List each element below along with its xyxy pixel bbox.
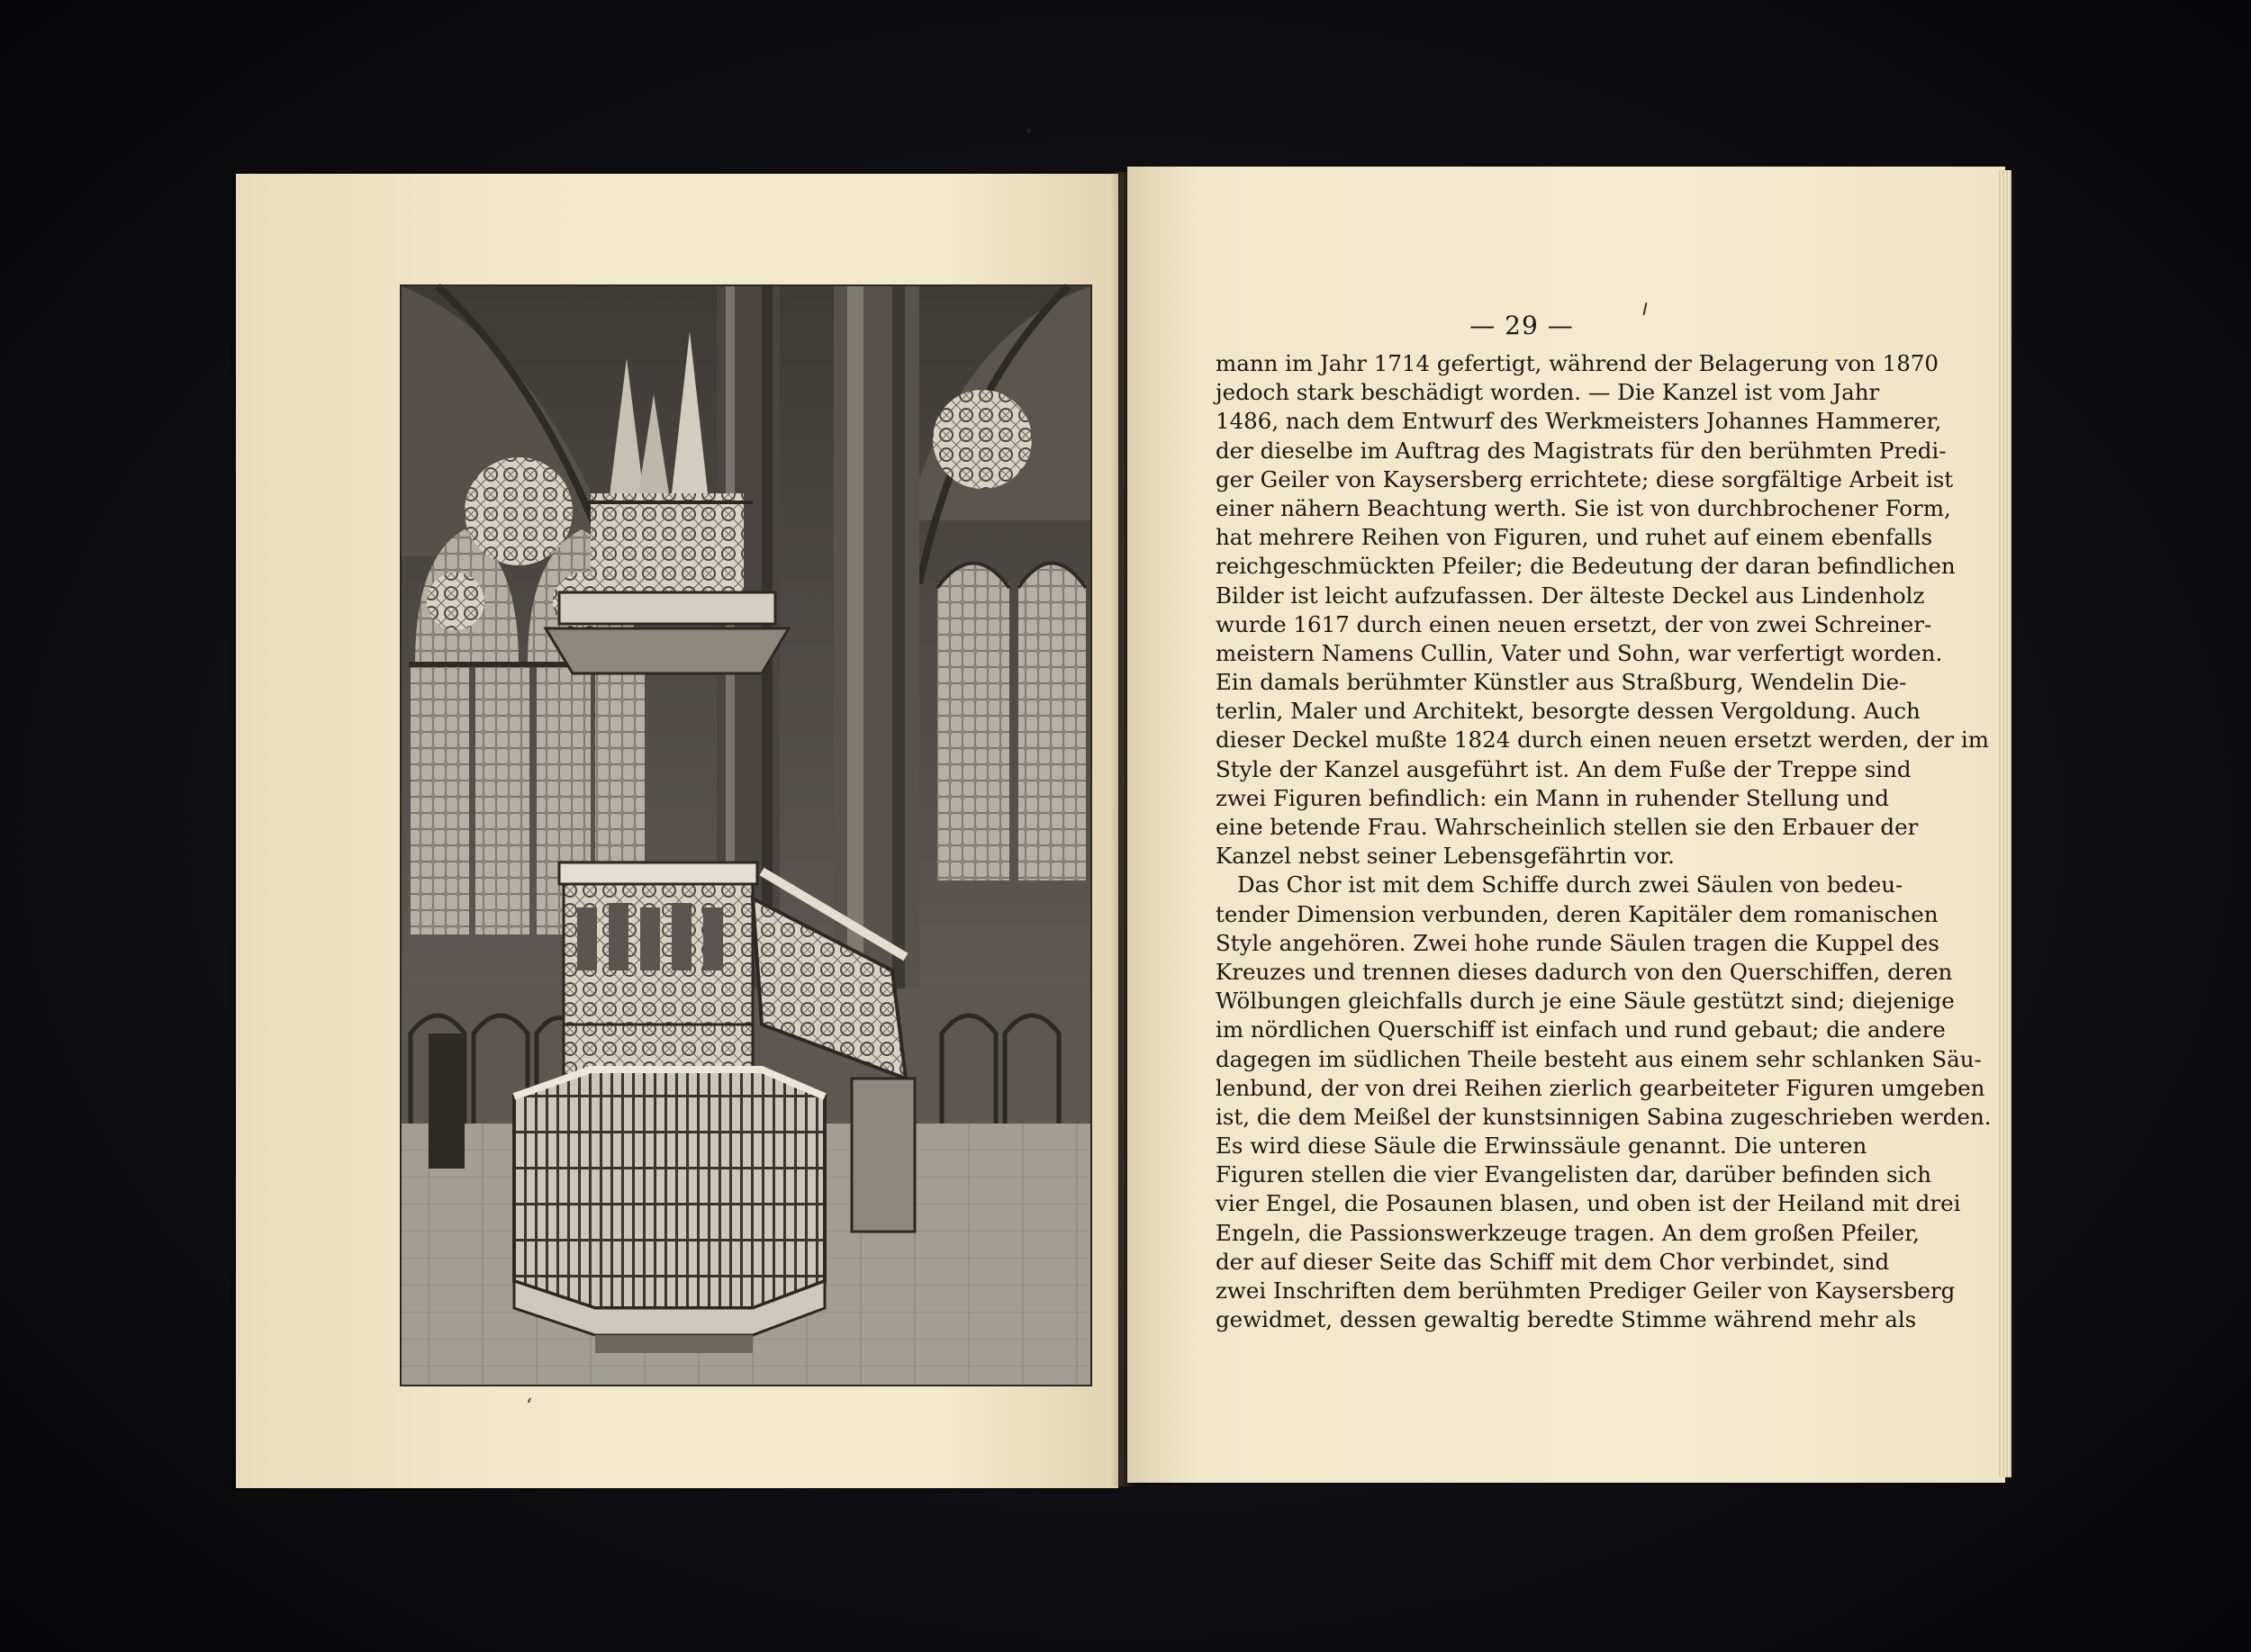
text-line: jedoch stark beschädigt worden. — Die Kanzel ist vom Jahr [1216, 379, 1880, 406]
page-edges [1999, 170, 2011, 1477]
text-line: Figuren stellen die vier Evangelisten dar, darüber befinden sich [1216, 1161, 1931, 1188]
text-line: Kanzel nebst seiner Lebensgefährtin vor. [1216, 843, 1675, 870]
text-line: vier Engel, die Posaunen blasen, und oben ist der Heiland mit drei [1216, 1190, 1961, 1217]
text-line: terlin, Maler und Architekt, besorgte dessen Vergoldung. Auch [1216, 698, 1921, 725]
text-line: Kreuzes und trennen dieses dadurch von den Querschiffen, deren [1216, 958, 1953, 985]
open-book [236, 167, 2014, 1490]
text-line: meistern Namens Cullin, Vater und Sohn, war verfertigt worden. [1216, 639, 1943, 666]
text-line: reichgeschmückten Pfeiler; die Bedeutung der daran befindlichen [1216, 553, 1956, 580]
text-line: Style der Kanzel ausgeführt ist. An dem Fuße der Treppe sind [1216, 755, 1912, 782]
text-line: zwei Figuren befindlich: ein Mann in ruhender Stellung und [1216, 784, 1889, 811]
text-line: gewidmet, dessen gewaltig beredte Stimme während mehr als [1216, 1306, 1917, 1333]
text-line: 1486, nach dem Entwurf des Werkmeisters Johannes Hammerer, [1216, 408, 1942, 435]
text-line: Engeln, die Passionswerkzeuge tragen. An dem großen Pfeiler, [1216, 1219, 1920, 1246]
text-line: im nördlichen Querschiff ist einfach und rund gebaut; die andere [1216, 1016, 1946, 1043]
text-line: der auf dieser Seite das Schiff mit dem Chor verbindet, sind [1216, 1248, 1890, 1275]
stray-mark: ‘ [526, 1395, 532, 1418]
text-line: ist, die dem Meißel der kunstsinnigen Sabina zugeschrieben werden. [1216, 1103, 1992, 1130]
text-line: Es wird diese Säule die Erwinssäule genannt. Die unteren [1216, 1133, 1867, 1160]
right-page [1127, 167, 2005, 1483]
text-line: mann im Jahr 1714 gefertigt, während der Belagerung von 1870 [1216, 350, 1939, 376]
text-line: lenbund, der von drei Reihen zierlich gearbeiteter Figuren umgeben [1216, 1074, 1985, 1101]
text-line: der dieselbe im Auftrag des Magistrats für den berühmten Predi- [1216, 437, 1947, 464]
text-line: wurde 1617 durch einen neuen ersetzt, der von zwei Schreiner- [1216, 610, 1932, 637]
text-line: Bilder ist leicht aufzufassen. Der älteste Deckel aus Lindenholz [1216, 582, 1925, 609]
page-number: — 29 — [1469, 311, 1574, 340]
text-line: dagegen im südlichen Theile besteht aus einem sehr schlanken Säu- [1216, 1045, 1982, 1072]
text-line: hat mehrere Reihen von Figuren, und ruhet auf einem ebenfalls [1216, 524, 1933, 551]
text-line: Das Chor ist mit dem Schiffe durch zwei Säulen von bedeu- [1237, 871, 1903, 898]
text-line: Ein damals berühmter Künstler aus Straßburg, Wendelin Die- [1216, 669, 1907, 696]
text-line: einer nähern Beachtung werth. Sie ist von durchbrochener Form, [1216, 494, 1951, 521]
pulpit-photograph [400, 284, 1092, 1386]
text-line: tender Dimension verbunden, deren Kapitäler dem romanischen [1216, 900, 1939, 927]
text-line: dieser Deckel mußte 1824 durch einen neuen ersetzt werden, der im [1216, 727, 1989, 754]
body-text [1216, 311, 1992, 1334]
text-line: eine betende Frau. Wahrscheinlich stellen sie den Erbauer der [1216, 814, 1919, 840]
left-page [236, 174, 1118, 1488]
text-line: ger Geiler von Kaysersberg errichtete; diese sorgfältige Arbeit ist [1216, 465, 1954, 492]
text-line: zwei Inschriften dem berühmten Prediger Geiler von Kaysersberg [1216, 1277, 1956, 1304]
text-line: Style angehören. Zwei hohe runde Säulen tragen die Kuppel des [1216, 929, 1939, 956]
text-line: Wölbungen gleichfalls durch je eine Säule gestützt sind; diejenige [1216, 988, 1955, 1015]
printer-dot [1026, 129, 1031, 133]
